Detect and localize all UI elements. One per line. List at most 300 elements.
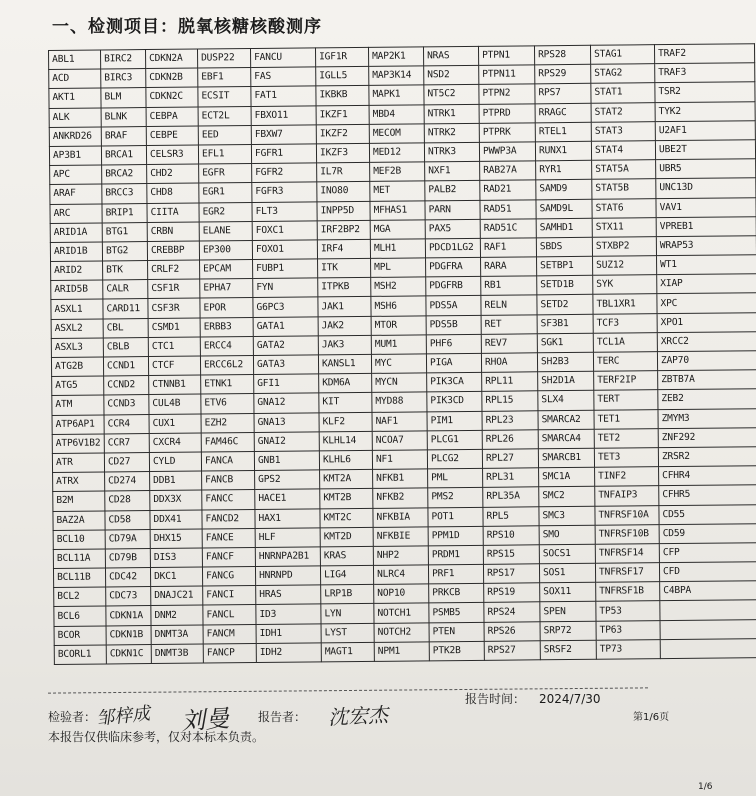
gene-cell: NOP10 <box>374 584 429 604</box>
gene-cell: TINF2 <box>595 467 659 487</box>
gene-cell: TET3 <box>594 448 658 468</box>
gene-cell: NPM1 <box>374 642 429 662</box>
gene-cell: CFHR5 <box>659 485 756 505</box>
gene-cell: IDH2 <box>256 643 321 663</box>
gene-cell: FANCP <box>203 643 256 663</box>
gene-cell: ASXL2 <box>51 319 103 339</box>
gene-cell: ATR <box>52 453 104 473</box>
gene-cell: BTK <box>103 261 148 281</box>
gene-cell: RAF1 <box>480 238 536 258</box>
gene-cell: FBXW7 <box>251 125 316 145</box>
gene-cell: STAT4 <box>591 141 655 161</box>
gene-cell: LYN <box>321 604 374 624</box>
gene-cell: RPL23 <box>482 410 538 430</box>
gene-cell: MYD88 <box>372 392 427 412</box>
gene-cell: PTPRD <box>479 103 535 123</box>
gene-cell: CDKN1A <box>106 606 151 626</box>
gene-cell: FYN <box>253 278 318 298</box>
gene-cell: FGFR3 <box>252 182 317 202</box>
gene-cell: UBE2T <box>655 140 755 160</box>
gene-cell: MYC <box>371 354 426 374</box>
gene-cell: CYLD <box>149 452 201 472</box>
gene-cell: RPL5 <box>483 506 539 526</box>
inspector-signature-2: 刘曼 <box>180 704 231 736</box>
gene-cell: RPL26 <box>482 430 538 450</box>
gene-cell: PDS5A <box>426 296 481 316</box>
gene-cell: NTRK1 <box>424 104 479 124</box>
gene-cell: ZEB2 <box>658 389 756 409</box>
reporter-signature: 沈宏杰 <box>327 702 389 730</box>
report-time <box>465 690 601 707</box>
gene-cell: SF3B1 <box>537 314 593 334</box>
gene-cell: TERT <box>594 390 658 410</box>
gene-cell: DDX41 <box>150 510 202 530</box>
gene-cell: RET <box>481 314 537 334</box>
report-time-value: 2024/7/30 <box>539 692 601 706</box>
gene-cell: INO80 <box>317 182 370 202</box>
gene-cell: ECT2L <box>198 106 251 126</box>
gene-cell: RPL35A <box>483 487 539 507</box>
corner-page-number: 1/6 <box>698 782 713 792</box>
gene-cell: RPL31 <box>483 468 539 488</box>
gene-cell: RTEL1 <box>535 122 591 142</box>
gene-cell: IKBKB <box>316 86 369 106</box>
gene-cell: STAT5A <box>592 160 656 180</box>
gene-cell: CALR <box>103 280 148 300</box>
gene-cell: RUNX1 <box>535 141 591 161</box>
gene-cell: POT1 <box>428 507 483 527</box>
gene-cell: MAPK1 <box>369 85 424 105</box>
gene-cell: FGFR2 <box>252 163 317 183</box>
gene-cell: NTRK3 <box>424 142 479 162</box>
gene-cell: NFKBIA <box>373 507 428 527</box>
gene-cell: ZNF292 <box>658 427 756 447</box>
gene-cell: GNB1 <box>254 451 319 471</box>
gene-cell: SH2D1A <box>538 371 594 391</box>
gene-cell: EBF1 <box>198 68 251 88</box>
gene-cell: NF1 <box>372 450 427 470</box>
gene-cell: SMC3 <box>539 506 595 526</box>
gene-table-body <box>49 44 756 665</box>
gene-cell: BTG1 <box>102 222 147 242</box>
gene-cell: SH2B3 <box>537 352 593 372</box>
gene-cell: UNC13D <box>656 178 756 198</box>
gene-cell: MBD4 <box>369 104 424 124</box>
gene-cell: STAG1 <box>590 45 654 65</box>
gene-cell: SRP72 <box>540 621 596 641</box>
gene-cell: RYR1 <box>536 160 592 180</box>
gene-cell: DNAJC21 <box>151 586 203 606</box>
gene-cell: CRBN <box>147 222 199 242</box>
gene-cell: RPS27 <box>484 641 540 661</box>
gene-cell: FGFR1 <box>251 144 316 164</box>
gene-cell: PPM1D <box>428 526 483 546</box>
gene-cell: XPO1 <box>657 312 756 332</box>
gene-cell: ANKRD26 <box>49 127 101 147</box>
gene-cell: SPEN <box>540 602 596 622</box>
gene-cell: CTNNB1 <box>149 375 201 395</box>
gene-cell: RPS17 <box>483 564 539 584</box>
gene-cell: FANCU <box>250 48 315 68</box>
page-number: 第1/6页 <box>633 712 670 723</box>
gene-cell: KRAS <box>320 546 373 566</box>
gene-cell: SETD1B <box>537 276 593 296</box>
gene-cell: STXBP2 <box>592 237 656 257</box>
gene-cell: FANCL <box>203 605 256 625</box>
gene-cell: RPS26 <box>484 621 540 641</box>
gene-cell: FANCG <box>202 567 255 587</box>
gene-cell: TERF2IP <box>594 371 658 391</box>
gene-cell: PTPN2 <box>479 84 535 104</box>
gene-cell: PRF1 <box>428 564 483 584</box>
gene-cell: FAS <box>251 67 316 87</box>
gene-cell: CARD11 <box>103 299 148 319</box>
gene-cell: MAGT1 <box>321 642 374 662</box>
gene-cell: STAT2 <box>591 102 655 122</box>
gene-cell: TRAF3 <box>655 63 755 83</box>
gene-cell: BCL10 <box>53 530 105 550</box>
gene-cell: PSMB5 <box>429 603 484 623</box>
gene-cell: GNA13 <box>254 412 319 432</box>
gene-cell: NAF1 <box>372 411 427 431</box>
gene-cell: ARID5B <box>51 280 103 300</box>
gene-cell: ZMYM3 <box>658 408 756 428</box>
gene-cell: SRSF2 <box>540 640 596 660</box>
gene-cell: CRLF2 <box>148 260 200 280</box>
gene-cell: BAZ2A <box>53 510 105 530</box>
gene-cell: NOTCH2 <box>374 622 429 642</box>
gene-table <box>48 43 756 665</box>
gene-cell: VPREB1 <box>656 216 756 236</box>
gene-cell: TNFRSF10B <box>595 524 659 544</box>
gene-cell: CD79A <box>105 529 150 549</box>
gene-cell: SOX11 <box>540 583 596 603</box>
gene-cell: RELN <box>481 295 537 315</box>
gene-cell: IGF1R <box>315 47 368 67</box>
gene-cell: PDCD1LG2 <box>425 238 480 258</box>
gene-cell: MTOR <box>371 316 426 336</box>
gene-cell: CSMD1 <box>148 318 200 338</box>
gene-cell: BLNK <box>101 107 146 127</box>
gene-cell: TCF3 <box>593 313 657 333</box>
gene-cell: TP73 <box>596 639 660 659</box>
gene-cell: CREBBP <box>147 241 199 261</box>
gene-cell: RPS29 <box>535 64 591 84</box>
gene-cell: EGFR <box>199 164 252 184</box>
gene-cell: TP53 <box>596 601 660 621</box>
gene-cell: RPS28 <box>534 45 590 65</box>
gene-cell: FAM46C <box>201 432 254 452</box>
gene-cell: CBL <box>103 318 148 338</box>
gene-cell: CDC73 <box>106 587 151 607</box>
gene-cell: CHD8 <box>147 183 199 203</box>
gene-cell: TET1 <box>594 409 658 429</box>
gene-cell: CDKN2A <box>146 49 198 69</box>
gene-cell: DDB1 <box>150 471 202 491</box>
gene-cell: MGA <box>370 220 425 240</box>
gene-cell: BCOR <box>54 626 106 646</box>
gene-cell: MYCN <box>372 373 427 393</box>
gene-cell: SOS1 <box>539 563 595 583</box>
gene-cell: PRKCB <box>429 584 484 604</box>
gene-cell: SETD2 <box>537 295 593 315</box>
gene-cell: ARAF <box>50 184 102 204</box>
gene-cell: FANCA <box>201 451 254 471</box>
gene-cell: GATA2 <box>253 336 318 356</box>
gene-cell: STAT5B <box>592 179 656 199</box>
gene-cell: MECOM <box>369 124 424 144</box>
gene-cell: CDKN2B <box>146 68 198 88</box>
gene-cell: NOTCH1 <box>374 603 429 623</box>
gene-cell: PMS2 <box>428 488 483 508</box>
gene-cell: PDGFRB <box>426 277 481 297</box>
gene-cell: KLHL6 <box>319 450 372 470</box>
gene-cell: RRAGC <box>535 103 591 123</box>
gene-cell: C4BPA <box>660 581 756 601</box>
gene-cell: KLF2 <box>319 412 372 432</box>
gene-cell: ETNK1 <box>201 375 254 395</box>
gene-cell: ARC <box>50 203 102 223</box>
gene-cell: DHX15 <box>150 529 202 549</box>
gene-cell: TET2 <box>594 428 658 448</box>
gene-cell: MSH6 <box>371 296 426 316</box>
gene-cell: CFHR4 <box>659 466 756 486</box>
gene-cell: BRCC3 <box>102 184 147 204</box>
gene-cell: KMT2B <box>320 489 373 509</box>
gene-cell: NHP2 <box>373 546 428 566</box>
gene-cell: PARN <box>425 200 480 220</box>
gene-cell: MEF2B <box>370 162 425 182</box>
gene-cell: BLM <box>101 88 146 108</box>
gene-cell: CHD2 <box>147 164 199 184</box>
gene-cell: ACD <box>49 69 101 89</box>
gene-cell: CDKN1C <box>106 644 151 664</box>
gene-cell: CD274 <box>105 472 150 492</box>
gene-cell: CXCR4 <box>149 433 201 453</box>
gene-cell: LYST <box>321 623 374 643</box>
gene-cell: CBLB <box>103 337 148 357</box>
gene-cell: ATG2B <box>51 357 103 377</box>
gene-cell: EED <box>198 125 251 145</box>
gene-cell: SMC2 <box>539 487 595 507</box>
gene-cell: FANCD2 <box>202 509 255 529</box>
gene-cell: PRDM1 <box>428 545 483 565</box>
gene-cell: TYK2 <box>655 101 755 121</box>
gene-cell: ARID1A <box>50 223 102 243</box>
gene-cell: NFKB2 <box>373 488 428 508</box>
gene-table-wrapper <box>48 43 756 665</box>
gene-cell: PTEN <box>429 622 484 642</box>
gene-cell: HRAS <box>256 585 321 605</box>
gene-cell: SMARCB1 <box>538 448 594 468</box>
gene-cell: BRAF <box>101 126 146 146</box>
gene-cell: REV7 <box>481 334 537 354</box>
gene-cell: PWWP3A <box>479 142 535 162</box>
gene-cell: PLCG2 <box>427 449 482 469</box>
gene-cell: ITPKB <box>318 278 371 298</box>
gene-cell: NLRC4 <box>373 565 428 585</box>
gene-cell: KIT <box>319 393 372 413</box>
gene-cell: CCR7 <box>104 433 149 453</box>
gene-cell: CEBPA <box>146 107 198 127</box>
gene-cell: MPL <box>371 258 426 278</box>
gene-cell: LRP1B <box>321 585 374 605</box>
gene-cell: DIS3 <box>150 548 202 568</box>
gene-cell: CTC1 <box>148 337 200 357</box>
gene-cell: BCL2 <box>54 587 106 607</box>
gene-cell: ITK <box>318 258 371 278</box>
gene-cell: SMARCA2 <box>538 410 594 430</box>
gene-cell: KMT2A <box>320 470 373 490</box>
gene-cell: TNFAIP3 <box>595 486 659 506</box>
gene-cell: ZBTB7A <box>658 370 756 390</box>
gene-cell: CD27 <box>104 452 149 472</box>
gene-cell: PALB2 <box>425 181 480 201</box>
gene-cell: CEBPE <box>146 126 198 146</box>
gene-cell: DUSP22 <box>197 49 250 69</box>
gene-cell: BCL6 <box>54 606 106 626</box>
gene-cell: IKZF1 <box>316 105 369 125</box>
gene-cell: CD58 <box>105 510 150 530</box>
gene-cell: G6PC3 <box>253 297 318 317</box>
gene-cell: RAD21 <box>480 180 536 200</box>
gene-cell: NSD2 <box>424 66 479 86</box>
gene-cell <box>660 639 756 659</box>
gene-cell: SGK1 <box>537 333 593 353</box>
gene-cell: CSF3R <box>148 298 200 318</box>
gene-cell: RAD51 <box>480 199 536 219</box>
gene-cell: BRCA1 <box>101 145 146 165</box>
gene-cell: BCL11A <box>53 549 105 569</box>
gene-cell: ATP6V1B2 <box>52 434 104 454</box>
gene-cell: ID3 <box>256 604 321 624</box>
gene-cell: ECSIT <box>198 87 251 107</box>
gene-cell: AKT1 <box>49 88 101 108</box>
report-time-label: 报告时间： <box>465 692 526 706</box>
gene-cell: GFI1 <box>254 374 319 394</box>
gene-cell: RARA <box>481 257 537 277</box>
gene-cell: PML <box>428 468 483 488</box>
gene-cell: JAK2 <box>318 316 371 336</box>
gene-cell: BTG2 <box>102 241 147 261</box>
gene-cell: PDGFRA <box>426 257 481 277</box>
gene-cell: NFKBIE <box>373 527 428 547</box>
gene-cell: NTRK2 <box>424 123 479 143</box>
gene-cell: CD79B <box>105 548 150 568</box>
gene-cell: IL7R <box>317 163 370 183</box>
gene-cell: DNM2 <box>151 605 203 625</box>
gene-cell: STAT6 <box>592 198 656 218</box>
gene-cell: TRAF2 <box>654 44 754 64</box>
gene-cell: CUL4B <box>149 394 201 414</box>
gene-cell: EGR1 <box>199 183 252 203</box>
gene-cell: ARID1B <box>50 242 102 262</box>
gene-cell: SAMHD1 <box>536 218 592 238</box>
gene-cell: MLH1 <box>370 239 425 259</box>
gene-cell: MSH2 <box>371 277 426 297</box>
gene-cell: EPOR <box>200 298 253 318</box>
gene-cell: ZAP70 <box>657 351 756 371</box>
gene-cell: CELSR3 <box>146 145 198 165</box>
gene-cell: PDS5B <box>426 315 481 335</box>
gene-cell: ARID2 <box>51 261 103 281</box>
gene-cell: ERCC4 <box>200 336 253 356</box>
gene-cell: AP3B1 <box>49 146 101 166</box>
gene-cell: WRAP53 <box>656 236 756 256</box>
gene-cell: RHOA <box>481 353 537 373</box>
gene-cell: PTPN11 <box>479 65 535 85</box>
gene-cell: STAT3 <box>591 121 655 141</box>
gene-cell: CCND1 <box>103 357 148 377</box>
gene-cell: RPS15 <box>483 545 539 565</box>
gene-cell: RPL15 <box>482 391 538 411</box>
gene-cell: CFD <box>659 562 756 582</box>
gene-cell: PIGA <box>426 353 481 373</box>
gene-cell: APC <box>50 165 102 185</box>
gene-cell: CUX1 <box>149 414 201 434</box>
gene-cell: CCND2 <box>104 376 149 396</box>
gene-cell: SOCS1 <box>539 544 595 564</box>
gene-cell: IKZF2 <box>316 124 369 144</box>
gene-cell: PAX5 <box>425 219 480 239</box>
gene-cell: HNRNPD <box>255 566 320 586</box>
gene-cell: SMARCA4 <box>538 429 594 449</box>
disclaimer: 本报告仅供临床参考，仅对本标本负责。 <box>48 730 265 744</box>
gene-cell: NFKB1 <box>373 469 428 489</box>
gene-cell: ELANE <box>199 221 252 241</box>
gene-cell: PIK3CD <box>427 392 482 412</box>
gene-cell: KMT2C <box>320 508 373 528</box>
gene-cell: CDKN1B <box>106 625 151 645</box>
gene-cell: LIG4 <box>320 565 373 585</box>
gene-cell: ERCC6L2 <box>200 356 253 376</box>
gene-cell: RPS7 <box>535 84 591 104</box>
gene-cell: RPL27 <box>482 449 538 469</box>
gene-cell: MED12 <box>369 143 424 163</box>
gene-cell: PIK3CA <box>427 373 482 393</box>
gene-cell: ALK <box>49 108 101 128</box>
gene-cell: PIM1 <box>427 411 482 431</box>
gene-cell: CFP <box>659 543 756 563</box>
gene-cell: JAK3 <box>318 335 371 355</box>
gene-cell: ATM <box>52 395 104 415</box>
gene-cell: TP63 <box>596 620 660 640</box>
gene-cell: NXF1 <box>425 161 480 181</box>
gene-cell: RPL11 <box>482 372 538 392</box>
gene-cell: KDM6A <box>319 374 372 394</box>
gene-cell: ETV6 <box>201 394 254 414</box>
gene-cell: IGLL5 <box>316 67 369 87</box>
gene-cell: MAP3K14 <box>369 66 424 86</box>
gene-cell: FUBP1 <box>253 259 318 279</box>
gene-cell: BRCA2 <box>102 165 147 185</box>
gene-cell: PTPN1 <box>478 46 534 66</box>
gene-cell: CD59 <box>659 523 756 543</box>
gene-cell: IRF4 <box>317 239 370 259</box>
gene-cell: RAD51C <box>480 219 536 239</box>
gene-cell: GNA12 <box>254 393 319 413</box>
gene-cell: TNFRSF10A <box>595 505 659 525</box>
gene-cell: ATRX <box>53 472 105 492</box>
gene-cell: FOXO1 <box>252 240 317 260</box>
gene-cell: BCL11B <box>53 568 105 588</box>
gene-cell: NRAS <box>423 46 478 66</box>
gene-cell: GATA3 <box>253 355 318 375</box>
gene-cell: MAP2K1 <box>368 47 423 67</box>
gene-cell: STAT1 <box>591 83 655 103</box>
gene-cell: HACE1 <box>255 489 320 509</box>
gene-cell: WT1 <box>657 255 756 275</box>
